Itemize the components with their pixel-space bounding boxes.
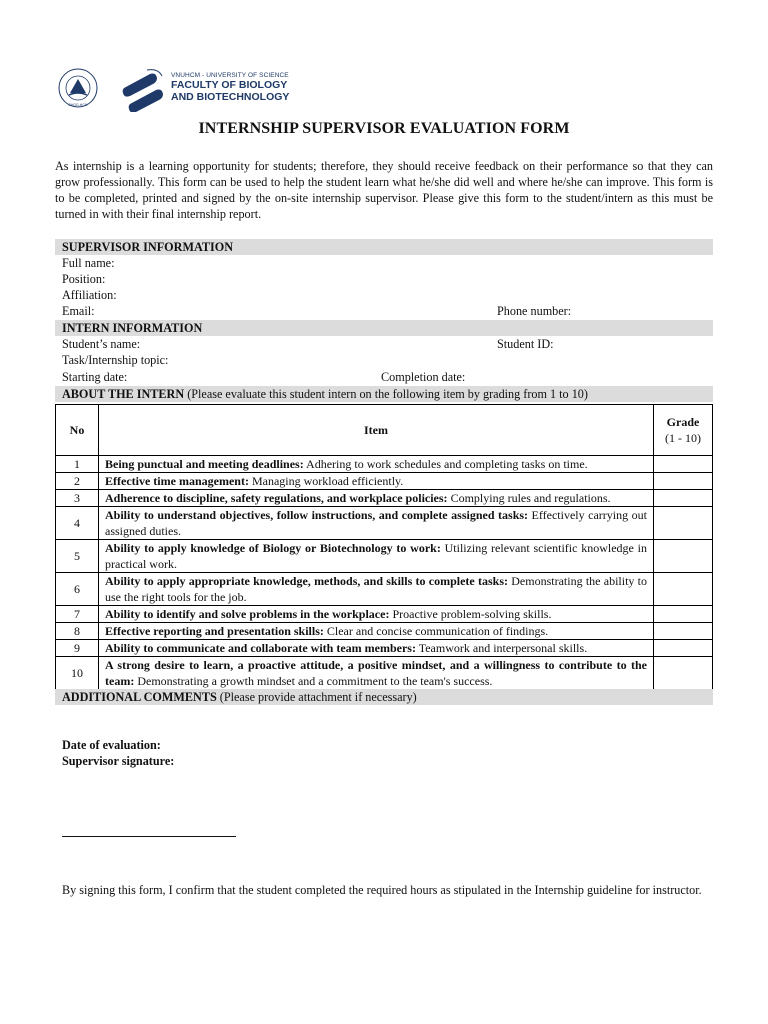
row-item (99, 657, 654, 690)
row-number: 1 (56, 456, 99, 473)
row-item (99, 540, 654, 573)
supervisor-phone-label: Phone number: (497, 304, 572, 318)
col-grade-range: (1 - 10) (665, 431, 701, 445)
university-name: VNUHCM - UNIVERSITY OF SCIENCE (171, 72, 289, 79)
col-no-header (56, 405, 99, 456)
row-item-description: Utilizing relevant scientific knowledge in practical work. (105, 541, 648, 571)
col-grade-label: Grade (666, 415, 700, 429)
row-item-criterion: Being punctual and meeting deadlines: (105, 457, 304, 471)
row-item-description: Demonstrating a growth mindset and a commitment to the team's success. (134, 674, 493, 688)
row-number: 6 (56, 573, 99, 606)
row-item (99, 473, 654, 490)
comments-header-label: ADDITIONAL COMMENTS (62, 690, 217, 704)
header-logos (58, 66, 298, 118)
student-name-label: Student’s name: (62, 337, 141, 351)
row-item (99, 640, 654, 657)
supervisor-header-label: SUPERVISOR INFORMATION (62, 240, 233, 254)
row-item (99, 456, 654, 473)
col-no-label: No (69, 423, 85, 437)
table-row (56, 456, 713, 473)
date-of-evaluation-label: Date of evaluation: (62, 738, 161, 752)
row-item-criterion: Ability to understand objectives, follow instructions, and complete assigned tasks: (105, 508, 529, 522)
table-row (56, 573, 713, 606)
faculty-wordmark (171, 72, 289, 103)
row-item (99, 490, 654, 507)
evaluation-table (55, 404, 713, 690)
row-number: 10 (56, 657, 99, 690)
about-header-note: (Please evaluate this student intern on the following item by grading from 1 to 10) (187, 387, 588, 401)
table-row (56, 657, 713, 690)
evaluation-table-header (56, 405, 713, 456)
signature-line (62, 836, 236, 837)
internship-topic-label: Task/Internship topic: (62, 353, 169, 367)
col-item-label: Item (364, 423, 388, 437)
row-item (99, 507, 654, 540)
supervisor-position-label: Position: (62, 272, 106, 286)
comments-header-note: (Please provide attachment if necessary) (219, 690, 417, 704)
row-number: 5 (56, 540, 99, 573)
col-grade-header (654, 405, 713, 456)
student-id-label: Student ID: (497, 337, 554, 351)
row-number: 9 (56, 640, 99, 657)
row-item-criterion: Ability to apply appropriate knowledge, methods, and skills to complete tasks: (105, 574, 509, 588)
table-row (56, 490, 713, 507)
row-item-criterion: Effective reporting and presentation skills: (105, 624, 324, 638)
row-item-description: Adhering to work schedules and completing tasks on time. (303, 457, 588, 471)
row-item-description: Effectively carrying out assigned duties. (105, 508, 647, 538)
table-row (56, 606, 713, 623)
row-item-criterion: Ability to apply knowledge of Biology or Biotechnology to work: (105, 541, 441, 555)
row-item-criterion: Ability to communicate and collaborate with team members: (105, 641, 416, 655)
svg-text:ĐHQG-HCM: ĐHQG-HCM (68, 103, 88, 107)
row-grade-cell[interactable] (654, 540, 713, 573)
row-item-description: Clear and concise communication of findings. (323, 624, 549, 638)
row-grade-cell[interactable] (654, 573, 713, 606)
row-item (99, 623, 654, 640)
table-row (56, 507, 713, 540)
confirmation-statement: By signing this form, I confirm that the student completed the required hours as stipulated in the Internship guideline for instructor. (62, 883, 702, 897)
row-grade-cell[interactable] (654, 623, 713, 640)
faculty-name-line1: FACULTY OF BIOLOGY (171, 79, 288, 91)
row-item (99, 606, 654, 623)
intro-paragraph: As internship is a learning opportunity for students; therefore, they should receive feedback on their performance so that they can grow professionally. This form can be used to help the student learn what he/she did well and where he/she can improve. This form is to be completed, printed and signed by the on-site internship supervisor. Please give this form to the student/intern as this must be turned in with their final internship report. (55, 159, 713, 221)
table-row (56, 623, 713, 640)
row-number: 4 (56, 507, 99, 540)
row-number: 8 (56, 623, 99, 640)
starting-date-label: Starting date: (62, 370, 128, 384)
row-grade-cell[interactable] (654, 606, 713, 623)
row-item-description: Complying rules and regulations. (447, 491, 611, 505)
table-row (56, 640, 713, 657)
intern-section-header (55, 320, 713, 336)
row-item-description: Demonstrating the ability to use the right tools for the job. (105, 574, 648, 604)
about-header-label: ABOUT THE INTERN (62, 387, 185, 401)
row-item-description: Teamwork and interpersonal skills. (415, 641, 588, 655)
col-item-header (99, 405, 654, 456)
university-seal-icon (58, 66, 98, 110)
row-item (99, 573, 654, 606)
row-item-criterion: Effective time management: (105, 474, 249, 488)
intern-header-label: INTERN INFORMATION (62, 321, 203, 335)
row-item-description: Managing workload efficiently. (248, 474, 404, 488)
supervisor-signature-label: Supervisor signature: (62, 754, 175, 768)
comments-section-header (55, 689, 713, 705)
supervisor-affiliation-label: Affiliation: (62, 288, 117, 302)
table-row (56, 540, 713, 573)
row-item-description: Proactive problem-solving skills. (389, 607, 552, 621)
row-grade-cell[interactable] (654, 507, 713, 540)
table-row (56, 473, 713, 490)
faculty-name-line2: AND BIOTECHNOLOGY (171, 91, 290, 103)
row-number: 7 (56, 606, 99, 623)
supervisor-section-header (55, 239, 713, 255)
row-grade-cell[interactable] (654, 490, 713, 507)
row-item-criterion: Ability to identify and solve problems in the workplace: (105, 607, 390, 621)
row-grade-cell[interactable] (654, 657, 713, 690)
row-item-criterion: A strong desire to learn, a proactive attitude, a positive mindset, and a willingness to contribute to the team: (105, 658, 647, 688)
row-number: 2 (56, 473, 99, 490)
about-section-header (55, 386, 713, 402)
supervisor-email-label: Email: (62, 304, 95, 318)
row-grade-cell[interactable] (654, 473, 713, 490)
faculty-logo-icon (120, 68, 166, 112)
completion-date-label: Completion date: (381, 370, 466, 384)
row-grade-cell[interactable] (654, 456, 713, 473)
row-item-criterion: Adherence to discipline, safety regulations, and workplace policies: (105, 491, 448, 505)
supervisor-full-name-label: Full name: (62, 256, 115, 270)
row-number: 3 (56, 490, 99, 507)
page-title: INTERNSHIP SUPERVISOR EVALUATION FORM (198, 120, 570, 137)
row-grade-cell[interactable] (654, 640, 713, 657)
